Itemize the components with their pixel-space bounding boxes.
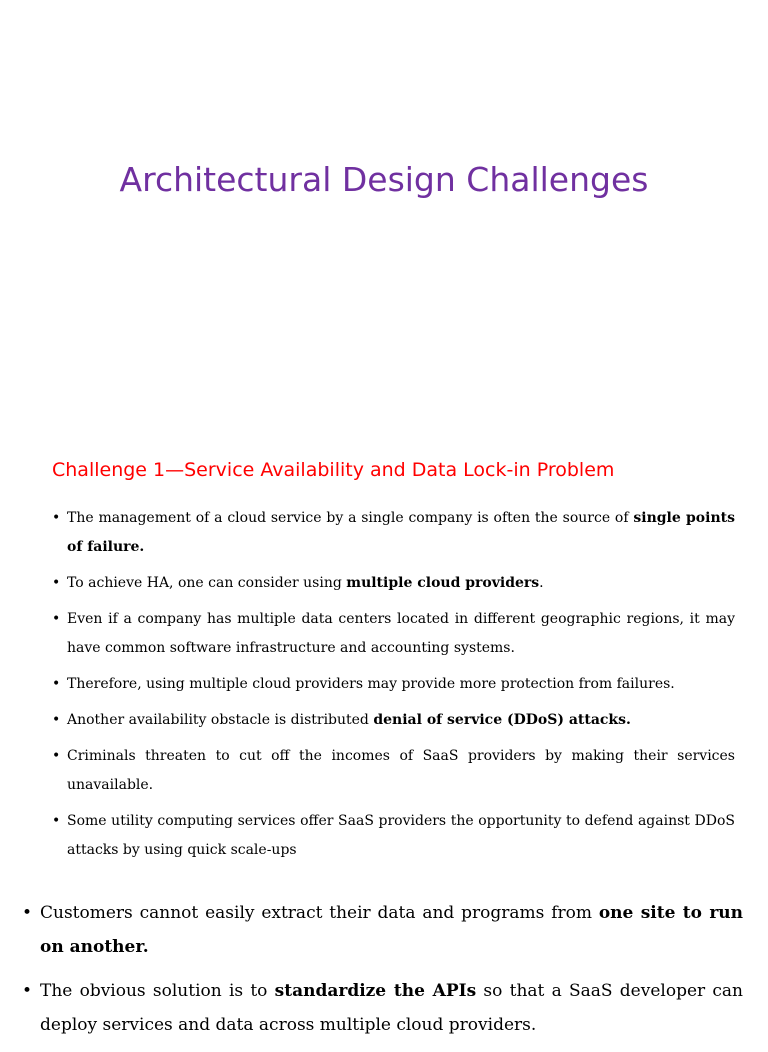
bullet-text: Some utility computing services offer SaaS providers the opportunity to defend against DDoS attacks by using quick scale-ups (67, 813, 735, 858)
bullet-bold-text: multiple cloud providers (346, 575, 540, 591)
bullet-text: Therefore, using multiple cloud providers may provide more protection from failures. (67, 676, 675, 692)
bullet-bold-text: standardize the APIs (274, 981, 477, 1001)
bullet-item (52, 605, 735, 663)
bullet-text: The management of a cloud service by a single company is often the source of (67, 510, 634, 526)
content-slide (0, 420, 768, 1035)
bullet-text: Criminals threaten to cut off the incomes of SaaS providers by making their services unavailable. (67, 748, 735, 793)
bullet-item (52, 670, 735, 699)
large-bullet-list (22, 896, 743, 1052)
bullet-list (52, 504, 735, 872)
bullet-item (52, 504, 735, 562)
bullet-text: Another availability obstacle is distributed (67, 712, 374, 728)
bullet-text: To achieve HA, one can consider using (67, 575, 347, 591)
bullet-item (52, 569, 735, 598)
bullet-text: The obvious solution is to (40, 981, 275, 1001)
bullet-bold-text: one site to run on another. (40, 903, 743, 957)
bullet-text: Customers cannot easily extract their data and programs from (40, 903, 599, 923)
large-bullet-item (22, 896, 743, 964)
bullet-after-text: . (539, 575, 544, 591)
bullet-item (52, 706, 735, 735)
title-slide (0, 0, 768, 420)
slide-title: Architectural Design Challenges (119, 160, 649, 199)
large-bullet-item (22, 974, 743, 1042)
challenge-heading: Challenge 1—Service Availability and Data Lock-in Problem (52, 459, 615, 481)
bullet-bold-text: denial of service (DDoS) attacks. (373, 712, 631, 728)
bullet-after-text: so that a SaaS developer can deploy services and data across multiple cloud providers. (40, 981, 743, 1035)
bullet-text: Even if a company has multiple data centers located in different geographic regions, it may have common software infrastructure and accounting systems. (67, 611, 735, 656)
bullet-item (52, 742, 735, 800)
bullet-item (52, 807, 735, 865)
bullet-bold-text: single points of failure. (67, 510, 735, 555)
